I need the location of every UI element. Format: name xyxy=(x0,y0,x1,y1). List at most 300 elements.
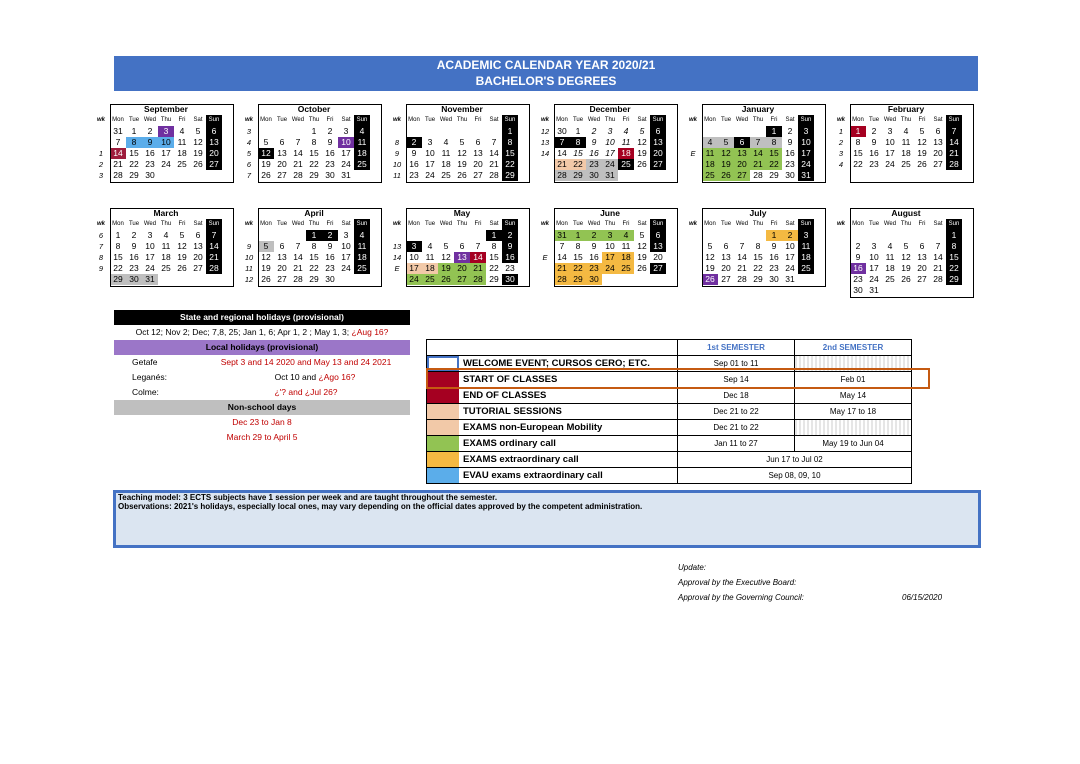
day-cell: 23 xyxy=(409,170,419,180)
day-cell xyxy=(946,170,962,181)
week-number xyxy=(684,230,702,241)
day-cell: 6 xyxy=(195,230,201,240)
day-cell: 7 xyxy=(739,241,745,251)
legend-sem2-dates: May 19 to Jun 04 xyxy=(794,436,911,451)
legend-row xyxy=(427,420,911,436)
legend-swatch xyxy=(427,356,459,371)
day-cell: 5 xyxy=(443,241,449,251)
day-cell xyxy=(190,170,206,181)
day-cell: 16 xyxy=(325,148,335,158)
legend-label: EXAMS ordinary call xyxy=(463,438,556,449)
day-cell: 18 xyxy=(901,148,911,158)
day-cell xyxy=(734,230,750,241)
weekday-label: Fri xyxy=(178,221,186,227)
day-cell: 8 xyxy=(126,137,142,148)
sem1-header: 1st SEMESTER xyxy=(677,340,794,355)
day-cell: 29 xyxy=(570,274,586,285)
day-cell: 10 xyxy=(158,137,174,148)
day-cell: 1 xyxy=(946,230,962,241)
day-cell: 1 xyxy=(570,230,586,241)
day-cell: 8 xyxy=(855,137,861,147)
wk-label: wk xyxy=(540,221,549,227)
day-cell: 17 xyxy=(145,252,155,262)
day-cell xyxy=(750,126,766,137)
day-cell: 9 xyxy=(327,241,333,251)
legend-sem2-dates xyxy=(794,356,911,371)
day-cell: 30 xyxy=(785,170,795,180)
day-cell: 21 xyxy=(933,263,943,273)
weekday-label: Sat xyxy=(193,117,203,123)
day-cell: 31 xyxy=(341,170,351,180)
week-number xyxy=(684,170,702,181)
day-cell: 24 xyxy=(341,159,351,169)
day-cell: 17 xyxy=(425,159,435,169)
month-name: September xyxy=(144,104,188,114)
day-cell xyxy=(274,126,290,137)
day-cell: 3 xyxy=(343,126,349,136)
day-cell: 6 xyxy=(279,241,285,251)
day-cell: 13 xyxy=(734,148,750,159)
month-july xyxy=(684,208,814,285)
weekday-label: Sun xyxy=(946,219,962,230)
day-cell: 26 xyxy=(637,159,647,169)
day-cell: 1 xyxy=(311,126,317,136)
weekday-label: Fri xyxy=(326,221,334,227)
day-cell: 22 xyxy=(766,159,782,170)
day-cell: 1 xyxy=(486,230,502,241)
day-cell: 11 xyxy=(798,241,814,252)
day-cell: 13 xyxy=(721,252,731,262)
weekday-label: Fri xyxy=(918,221,926,227)
wk-label: wk xyxy=(96,221,105,227)
day-cell: 24 xyxy=(406,274,422,285)
day-cell: 2 xyxy=(131,230,137,240)
day-cell: 22 xyxy=(489,263,499,273)
day-cell: 17 xyxy=(869,263,879,273)
day-cell: 27 xyxy=(650,263,666,274)
weekday-label: Tue xyxy=(572,221,584,227)
weekday-label: Thu xyxy=(752,117,764,123)
wk-label: wk xyxy=(96,117,105,123)
day-cell: 14 xyxy=(557,148,567,158)
day-cell: 8 xyxy=(946,241,962,252)
day-cell: 9 xyxy=(771,241,777,251)
week-number xyxy=(684,252,702,263)
day-cell: 14 xyxy=(206,241,222,252)
day-cell: 24 xyxy=(145,263,155,273)
day-cell: 11 xyxy=(901,137,911,147)
day-cell: 21 xyxy=(737,263,747,273)
day-cell: 24 xyxy=(602,263,618,274)
weekday-label: Thu xyxy=(160,117,172,123)
day-cell: 23 xyxy=(853,274,863,284)
day-cell: 27 xyxy=(473,170,483,180)
day-cell: 5 xyxy=(919,126,925,136)
day-cell: 22 xyxy=(113,263,123,273)
day-cell: 5 xyxy=(263,137,269,147)
day-cell: 24 xyxy=(341,263,351,273)
day-cell: 1 xyxy=(306,230,322,241)
week-number xyxy=(832,252,850,263)
weekday-label: Wed xyxy=(883,117,897,123)
day-cell: 7 xyxy=(559,241,565,251)
week-number: 9 xyxy=(394,149,400,158)
day-cell: 12 xyxy=(441,252,451,262)
day-cell: 29 xyxy=(309,274,319,284)
day-cell xyxy=(914,230,930,241)
weekday-label: Mon xyxy=(704,221,716,227)
day-cell xyxy=(702,230,718,241)
weekday-label: Tue xyxy=(424,221,436,227)
day-cell: 15 xyxy=(573,252,583,262)
day-cell xyxy=(206,170,222,181)
day-cell: 17 xyxy=(785,252,795,262)
day-cell: 6 xyxy=(459,241,465,251)
day-cell: 12 xyxy=(637,137,647,147)
weekday-label: Thu xyxy=(604,117,616,123)
day-cell: 28 xyxy=(206,263,222,274)
day-cell: 29 xyxy=(769,170,779,180)
weekday-label: Wed xyxy=(587,221,601,227)
day-cell xyxy=(158,274,174,285)
day-cell: 13 xyxy=(933,137,943,147)
day-cell: 25 xyxy=(618,263,634,274)
day-cell xyxy=(914,170,930,181)
day-cell: 2 xyxy=(586,230,602,241)
day-cell: 13 xyxy=(917,252,927,262)
weekday-label: Wed xyxy=(143,221,157,227)
day-cell: 2 xyxy=(591,126,597,136)
observations-box xyxy=(113,490,981,548)
month-october xyxy=(240,104,370,181)
day-cell: 13 xyxy=(454,252,470,263)
day-cell: 16 xyxy=(869,148,879,158)
month-december xyxy=(536,104,666,181)
day-cell: 15 xyxy=(946,252,962,263)
day-cell: 17 xyxy=(605,148,615,158)
day-cell xyxy=(486,126,502,137)
day-cell: 2 xyxy=(322,230,338,241)
day-cell xyxy=(422,126,438,137)
day-cell: 21 xyxy=(206,252,222,263)
weekday-label: Wed xyxy=(883,221,897,227)
day-cell: 18 xyxy=(885,263,895,273)
weekday-label: Mon xyxy=(260,221,272,227)
day-cell: 16 xyxy=(589,252,599,262)
day-cell: 7 xyxy=(946,126,962,137)
day-cell: 10 xyxy=(798,137,814,148)
day-cell: 20 xyxy=(193,252,203,262)
weekday-label: Sat xyxy=(341,221,351,227)
legend-sem1-dates: Dec 21 to 22 xyxy=(677,420,794,435)
month-name: July xyxy=(749,208,767,218)
legend-label: EXAMS extraordinary call xyxy=(463,454,579,465)
week-number: 2 xyxy=(838,138,844,147)
weekday-label: Tue xyxy=(128,117,140,123)
council-label: Approval by the Governing Council: xyxy=(678,593,804,602)
day-cell: 31 xyxy=(602,170,618,181)
day-cell: 25 xyxy=(702,170,718,181)
day-cell: 20 xyxy=(277,159,287,169)
weekday-label: Sat xyxy=(193,221,203,227)
day-cell: 30 xyxy=(502,274,518,285)
week-number xyxy=(536,159,554,170)
day-cell: 1 xyxy=(115,230,121,240)
weekday-label: Tue xyxy=(128,221,140,227)
wk-label: wk xyxy=(688,221,697,227)
day-cell: 12 xyxy=(917,137,927,147)
state-holidays-dates: Oct 12; Nov 2; Dec; 7,8, 25; Jan 1, 6; Apr 1, 2 ; May 1, 3; ¿Aug 16? xyxy=(135,327,389,337)
week-number xyxy=(684,159,702,170)
day-cell: 9 xyxy=(502,241,518,252)
day-cell: 10 xyxy=(409,252,419,262)
day-cell: 22 xyxy=(570,159,586,170)
day-cell: 28 xyxy=(113,170,123,180)
day-cell: 30 xyxy=(769,274,779,284)
day-cell: 18 xyxy=(441,159,451,169)
day-cell: 7 xyxy=(115,137,121,147)
day-cell: 25 xyxy=(901,159,911,169)
day-cell xyxy=(602,274,618,285)
legend-header xyxy=(427,340,911,356)
day-cell: 23 xyxy=(145,159,155,169)
day-cell: 8 xyxy=(766,137,782,148)
day-cell: 9 xyxy=(591,241,597,251)
day-cell: 14 xyxy=(110,148,126,159)
legend-swatch xyxy=(427,372,459,387)
day-cell: 28 xyxy=(293,274,303,284)
day-cell: 9 xyxy=(131,241,137,251)
weekday-label: Sun xyxy=(502,115,518,126)
day-cell: 4 xyxy=(887,241,893,251)
day-cell: 25 xyxy=(618,159,634,170)
day-cell: 11 xyxy=(885,252,895,262)
weekday-label: Wed xyxy=(735,221,749,227)
approval-date: 06/15/2020 xyxy=(902,593,943,602)
day-cell: 27 xyxy=(933,159,943,169)
weekday-label: Thu xyxy=(604,221,616,227)
day-cell: 15 xyxy=(753,252,763,262)
day-cell: 25 xyxy=(798,263,814,274)
day-cell: 12 xyxy=(637,241,647,251)
day-cell: 23 xyxy=(586,263,602,274)
day-cell: 15 xyxy=(766,148,782,159)
week-number xyxy=(832,274,850,285)
day-cell: 20 xyxy=(917,263,927,273)
weekday-label: Sat xyxy=(489,117,499,123)
day-cell: 3 xyxy=(147,230,153,240)
day-cell: 22 xyxy=(129,159,139,169)
day-cell: 2 xyxy=(787,126,793,136)
day-cell: 11 xyxy=(354,241,370,252)
legend-row xyxy=(427,452,911,468)
day-cell: 12 xyxy=(177,241,187,251)
day-cell xyxy=(290,126,306,137)
day-cell: 26 xyxy=(718,170,734,181)
day-cell: 30 xyxy=(325,170,335,180)
week-number: 9 xyxy=(246,242,252,251)
day-cell: 6 xyxy=(919,241,925,251)
week-number: E xyxy=(690,149,696,158)
week-number: 9 xyxy=(98,264,104,273)
day-cell: 2 xyxy=(855,241,861,251)
weekday-label: Sat xyxy=(785,117,795,123)
weekday-label: Thu xyxy=(900,117,912,123)
day-cell xyxy=(158,170,174,181)
day-cell: 6 xyxy=(734,137,750,148)
day-cell: 17 xyxy=(161,148,171,158)
day-cell: 1 xyxy=(131,126,137,136)
day-cell: 19 xyxy=(917,148,927,158)
day-cell: 23 xyxy=(325,263,335,273)
local-holiday-leganes: Leganés: Oct 10 and ¿Ago 16? xyxy=(132,372,356,382)
week-number: 1 xyxy=(838,127,844,136)
month-september xyxy=(92,104,222,181)
day-cell: 12 xyxy=(258,148,274,159)
weekday-label: Sun xyxy=(798,219,814,230)
legend-sem1-dates: Dec 18 xyxy=(677,388,794,403)
day-cell: 7 xyxy=(491,137,497,147)
week-number: 12 xyxy=(540,127,550,136)
day-cell: 1 xyxy=(502,126,518,137)
day-cell: 5 xyxy=(459,137,465,147)
weekday-label: Wed xyxy=(291,221,305,227)
day-cell: 17 xyxy=(602,252,618,263)
weekday-label: Fri xyxy=(178,117,186,123)
weekday-label: Fri xyxy=(474,117,482,123)
day-cell: 20 xyxy=(473,159,483,169)
day-cell: 16 xyxy=(145,148,155,158)
day-cell: 10 xyxy=(885,137,895,147)
day-cell: 18 xyxy=(161,252,171,262)
day-cell xyxy=(354,170,370,181)
week-number: 10 xyxy=(392,160,402,169)
day-cell: 12 xyxy=(457,148,467,158)
weekday-label: Tue xyxy=(572,117,584,123)
wk-label: wk xyxy=(244,221,253,227)
day-cell: 15 xyxy=(309,148,319,158)
legend-sem2-dates: May 17 to 18 xyxy=(794,404,911,419)
day-cell xyxy=(258,126,274,137)
weekday-label: Wed xyxy=(143,117,157,123)
day-cell: 7 xyxy=(206,230,222,241)
day-cell: 26 xyxy=(261,274,271,284)
weekday-label: Mon xyxy=(852,221,864,227)
day-cell: 27 xyxy=(193,263,203,273)
day-cell: 7 xyxy=(750,137,766,148)
day-cell: 8 xyxy=(115,241,121,251)
day-cell xyxy=(354,274,370,285)
week-number xyxy=(684,126,702,137)
day-cell: 8 xyxy=(502,137,518,148)
day-cell xyxy=(454,230,470,241)
day-cell: 14 xyxy=(470,252,486,263)
day-cell: 24 xyxy=(885,159,895,169)
observations-text: Observations: 2021's holidays, especially local ones, may vary depending on the official dates approved by the competent administration. xyxy=(118,502,643,511)
day-cell: 11 xyxy=(621,241,631,251)
wk-label: wk xyxy=(836,221,845,227)
day-cell: 5 xyxy=(258,241,274,252)
legend-dates: Jun 17 to Jul 02 xyxy=(677,452,911,467)
nonschool-xmas: Dec 23 to Jan 8 xyxy=(232,417,292,427)
day-cell: 3 xyxy=(798,126,814,137)
weekday-label: Sun xyxy=(650,219,666,230)
day-cell: 31 xyxy=(798,170,814,181)
day-cell: 28 xyxy=(554,274,570,285)
day-cell: 21 xyxy=(554,159,570,170)
day-cell: 5 xyxy=(639,126,645,136)
weekday-label: Sun xyxy=(354,219,370,230)
month-name: August xyxy=(891,208,921,218)
legend-label: WELCOME EVENT; CURSOS CERO; ETC. xyxy=(463,358,650,369)
day-cell xyxy=(274,230,290,241)
day-cell: 19 xyxy=(637,148,647,158)
weekday-label: Fri xyxy=(622,117,630,123)
day-cell: 17 xyxy=(798,148,814,159)
day-cell: 3 xyxy=(406,241,422,252)
day-cell xyxy=(470,126,486,137)
day-cell: 16 xyxy=(850,263,866,274)
day-cell: 21 xyxy=(750,159,766,170)
week-number: 11 xyxy=(245,264,253,273)
day-cell: 2 xyxy=(327,126,333,136)
day-cell: 16 xyxy=(325,252,335,262)
day-cell: 19 xyxy=(705,263,715,273)
day-cell: 23 xyxy=(325,159,335,169)
day-cell: 11 xyxy=(441,148,451,158)
day-cell xyxy=(898,285,914,296)
day-cell: 17 xyxy=(885,148,895,158)
legend-swatch xyxy=(427,420,459,435)
day-cell: 2 xyxy=(406,137,422,148)
day-cell xyxy=(406,126,422,137)
day-cell: 9 xyxy=(787,137,793,147)
day-cell: 17 xyxy=(341,148,351,158)
day-cell xyxy=(866,230,882,241)
day-cell: 23 xyxy=(869,159,879,169)
day-cell: 31 xyxy=(869,285,879,295)
day-cell: 10 xyxy=(605,137,615,147)
day-cell: 13 xyxy=(650,137,666,148)
day-cell: 11 xyxy=(621,137,631,147)
day-cell: 26 xyxy=(261,170,271,180)
day-cell: 25 xyxy=(354,159,370,170)
day-cell: 28 xyxy=(470,274,486,285)
legend-row xyxy=(427,468,911,483)
legend-dates: Sep 08, 09, 10 xyxy=(677,468,911,483)
legend-sem1-dates: Jan 11 to 27 xyxy=(677,436,794,451)
legend-swatch xyxy=(427,452,459,467)
day-cell: 16 xyxy=(589,148,599,158)
day-cell: 18 xyxy=(354,252,370,263)
day-cell: 24 xyxy=(425,170,435,180)
day-cell xyxy=(702,126,718,137)
day-cell xyxy=(634,274,650,285)
legend-label: TUTORIAL SESSIONS xyxy=(463,406,562,417)
day-cell xyxy=(930,170,946,181)
day-cell: 21 xyxy=(946,148,962,159)
day-cell: 15 xyxy=(113,252,123,262)
day-cell: 16 xyxy=(129,252,139,262)
month-name: February xyxy=(887,104,925,114)
day-cell: 2 xyxy=(502,230,518,241)
day-cell xyxy=(650,274,666,285)
day-cell: 1 xyxy=(766,230,782,241)
day-cell: 11 xyxy=(702,148,718,159)
day-cell: 20 xyxy=(206,148,222,159)
week-number: 14 xyxy=(540,149,550,158)
week-number: 8 xyxy=(394,138,400,147)
